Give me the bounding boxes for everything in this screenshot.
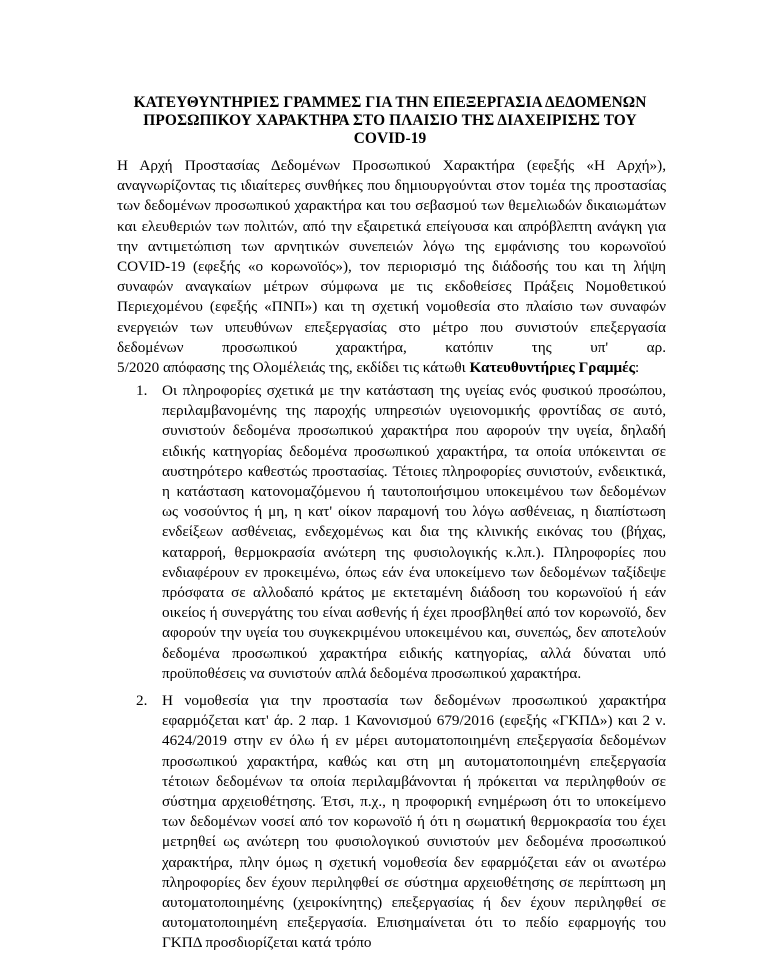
list-item-number: 2. xyxy=(136,692,148,710)
intro-last-line xyxy=(117,358,666,378)
intro-text: Η Αρχή Προστασίας Δεδομένων Προσωπικού Χαρακτήρα (εφεξής «Η Αρχή»), αναγνωρίζοντας τις ιδιαίτερες συνθήκες που δημιουργούνται στον τομέα της προστασίας των δεδομένων προσωπικού χαρακτήρα και του σεβασμού των θεμελιωδών δικαιωμάτων και ελευθεριών των πολιτών, από την εξαιρετικά επείγουσα και απρόβλεπτη ανάγκη για την αντιμετώπιση των αρνητικών συνεπειών λόγω της εμφάνισης του κορωνοϊού COVID-19 (εφεξής «ο κορωνοϊός»), τον περιορισμό της διάδοσής του και τη λήψη συναφών αναγκαίων μέτρων σύμφωνα με τις εκδοθείσες Πράξεις Νομοθετικού Περιεχομένου (εφεξής «ΠΝΠ») και τη σχετική νομοθεσία στο πλαίσιο των συναφών ενεργειών των υπευθύνων επεξεργασίας στο μέτρο που συνιστούν επεξεργασία δεδομένων προσωπικού χαρακτήρα, κατόπιν της υπ' αρ. xyxy=(117,157,666,356)
title-line-1: ΚΑΤΕΥΘΥΝΤΗΡΙΕΣ ΓΡΑΜΜΕΣ ΓΙΑ ΤΗΝ ΕΠΕΞΕΡΓΑΣΙΑ ΔΕΔΟΜΕΝΩΝ xyxy=(133,94,647,111)
title-line-2: ΠΡΟΣΩΠΙΚΟΥ ΧΑΡΑΚΤΗΡΑ ΣΤΟ ΠΛΑΙΣΙΟ ΤΗΣ ΔΙΑΧΕΙΡΙΣΗΣ ΤΟΥ xyxy=(143,112,637,129)
title-line-3: COVID-19 xyxy=(353,130,427,147)
guidelines-list xyxy=(136,381,666,961)
list-item-text: Οι πληροφορίες σχετικά με την κατάσταση της υγείας ενός φυσικού προσώπου, περιλαμβανομένης της παροχής υπηρεσιών υγειονομικής φροντίδας σε αυτό, συνιστούν δεδομένα προσωπικού χαρακτήρα που αφορούν την υγεία, δηλαδή ειδικής κατηγορίας δεδομένα προσωπικού χαρακτήρα, τα οποία υπόκεινται σε αυστηρότερο καθεστώς προστασίας. Τέτοιες πληροφορίες συνιστούν, ενδεικτικά, η κατάσταση κατονομαζόμενου ή ταυτοποιήσιμου υποκειμένου των δεδομένων ως νοσούντος ή μη, η κατ' οίκον παραμονή του λόγω ασθένειας, η διαπίστωση ενδείξεων ασθένειας, ενδεχομένως και δια της κλινικής εικόνας του (βήχας, καταρροή, θερμοκρασία ανώτερη της φυσιολογικής κ.λπ.). Πληροφορίες που ενδιαφέρουν εν προκειμένω, όπως εάν ένα υποκείμενο των δεδομένων ταξίδεψε πρόσφατα σε αλλοδαπό κράτος με εκτεταμένη διάδοση του κορωνοϊού ή εάν οικείος ή συνεργάτης του είναι ασθενής ή έχει προσβληθεί από τον κορωνοϊό, δεν αφορούν την υγεία του συγκεκριμένου υποκειμένου και, συνεπώς, δεν αποτελούν δεδομένα προσωπικού χαρακτήρα ειδικής κατηγορίας, αλλά δύναται υπό προϋποθέσεις να συνιστούν απλά δεδομένα προσωπικού χαρακτήρα. xyxy=(162,382,666,682)
document-title xyxy=(100,94,680,148)
intro-last-line-text: 5/2020 απόφασης της Ολομέλειάς της, εκδίδει τις κάτωθι xyxy=(117,359,470,377)
list-item-text: Η νομοθεσία για την προστασία των δεδομένων προσωπικού χαρακτήρα εφαρμόζεται κατ' άρ. 2 παρ. 1 Κανονισμού 679/2016 (εφεξής «ΓΚΠΔ») και 2 ν. 4624/2019 στην εν όλω ή εν μέρει αυτοματοποιημένη επεξεργασία δεδομένων προσωπικού χαρακτήρα, καθώς και στη μη αυτοματοποιημένη επεξεργασία τέτοιων δεδομένων τα οποία περιλαμβάνονται ή πρόκειται να περιληφθούν σε σύστημα αρχειοθέτησης. Έτσι, π.χ., η προφορική ενημέρωση ότι το υποκείμενο των δεδομένων νοσεί από τον κορωνοϊό ή ότι η σωματική θερμοκρασία του έχει μετρηθεί ως ανώτερη του φυσιολογικού συνιστούν μεν δεδομένα προσωπικού χαρακτήρα, πλην όμως η σχετική νομοθεσία δεν εφαρμόζεται εάν οι ανωτέρω πληροφορίες δεν έχουν περιληφθεί σε σύστημα αρχειοθέτησης σε περίπτωση μη αυτοματοποιημένης (χειροκίνητης) επεξεργασίας ή δεν έχουν περιληφθεί σε αυτοματοποιημένη επεξεργασία. Επισημαίνεται ότι το πεδίο εφαρμογής του ΓΚΠΔ προσδιορίζεται κατά τρόπο xyxy=(162,692,666,952)
list-item xyxy=(136,381,666,684)
intro-emphasis: Κατευθυντήριες Γραμμές xyxy=(469,359,636,377)
list-item xyxy=(136,691,666,954)
intro-end: : xyxy=(635,359,640,377)
list-item-number: 1. xyxy=(136,382,148,399)
intro-paragraph xyxy=(117,156,666,378)
